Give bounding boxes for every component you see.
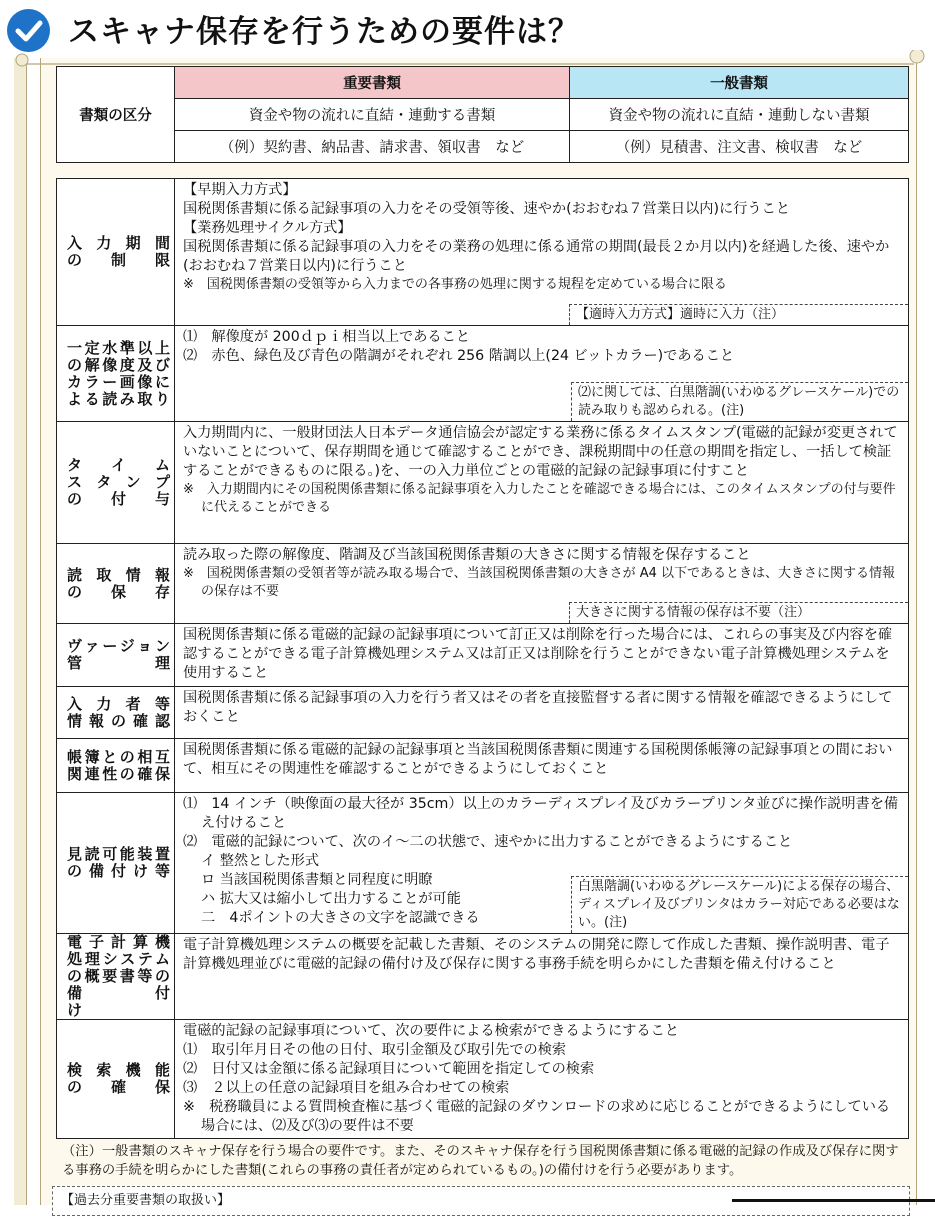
req-value-input-period: 【早期入力方式】 国税関係書類に係る記録事項の入力をその受領等後、速やか(おおむね７営業日以内)に行うこと 【業務処理サイクル方式】 国税関係書類に係る記録事項の入力をその業務の処理に係る通常の期間(最長２か月以内)を経過した後、速やか(おおむね７営業日以内)に行うこと ※ 国税関係書類の受領等から入力までの各事務の処理に関する規程を定めている場合に限る 【適時入力方式】適時に入力（注） [175,179,909,326]
category-label: 書類の区分 [57,67,175,163]
req-key-read-info: 読 取 情 報 の 保 存 [57,544,175,624]
requirements-table [56,178,909,1139]
req-value-inputter: 国税関係書類に係る記録事項の入力を行う者又はその者を直接監督する者に関する情報を確認できるようにしておくこと [175,687,909,739]
page-title: スキャナ保存を行うための要件は？ [68,14,580,50]
important-docs-example: （例）契約書、納品書、請求書、領収書 など [175,131,570,163]
req-value-timestamp: 入力期間内に、一般財団法人日本データ通信協会が認定する業務に係るタイムスタンプ(電磁的記録が変更されていないことについて、保存期間を通じて確認することができ、課税期間中の任意の期間を指定し、一括して検証することができるものに限る。)を、一の入力単位ごとの電磁的記録の記録事項に付すこと ※ 入力期間内にその国税関係書類に係る記録事項を入力したことを確認できる場合には、このタイムスタンプの付与要件に代えることができる [175,422,909,544]
req-value-resolution: ⑴ 解像度が 200ｄｐｉ相当以上であること ⑵ 赤色、緑色及び青色の階調がそれぞれ 256 階調以上(24 ビットカラー)であること ⑵に関しては、白黒階調(いわゆるグレースケール)での読み取りも認められる。(注) [175,326,909,422]
req-key-ledger: 帳簿との相互 関連性の確保 [57,739,175,793]
req-key-timestamp: タ イ ム ス タ ン プ の 付 与 [57,422,175,544]
important-docs-desc: 資金や物の流れに直結・連動する書類 [175,99,570,131]
display-color-note-box: 白黒階調(いわゆるグレースケール)による保存の場合、ディスプレイ及びプリンタはカラー対応である必要はない。(注) [571,876,908,933]
scroll-left-roll [14,58,27,1205]
req-key-inputter: 入 力 者 等 情報の確認 [57,687,175,739]
general-docs-example: （例）見積書、注文書、検収書 など [570,131,909,163]
document-category-table [56,66,909,163]
req-value-version: 国税関係書類に係る電磁的記録の記録事項について訂正又は削除を行った場合には、これらの事実及び内容を確認することができる電子計算機処理システム又は訂正又は削除を行うことができない電子計算機処理システムを使用すること [175,624,909,687]
check-circle-icon [7,9,50,52]
size-info-note-box: 大きさに関する情報の保存は不要（注） [569,602,908,623]
general-docs-header: 一般書類 [570,67,909,99]
req-key-input-period: 入 力 期 間 の 制 限 [57,179,175,326]
req-key-search: 検 索 機 能 の 確 保 [57,1020,175,1139]
general-docs-desc: 資金や物の流れに直結・連動しない書類 [570,99,909,131]
req-key-display-device: 見読可能装置 の 備 付 け 等 [57,793,175,934]
req-value-display-device: ⑴ 14 インチ（映像面の最大径が 35cm）以上のカラーディスプレイ及びカラープリンタ並びに操作説明書を備え付けること ⑵ 電磁的記録について、次のイ～二の状態で、速やかに出力することができるようにすること イ 整然とした形式 ロ 当該国税関係書類と同程度に明瞭 ハ 拡大又は縮小して出力することが可能 二 4ポイントの大きさの文字を認識できる 白黒階調(いわゆるグレースケール)による保存の場合、ディスプレイ及びプリンタはカラー対応である必要はない。(注) [175,793,909,934]
important-docs-header: 重要書類 [175,67,570,99]
req-value-system-docs: 電子計算機処理システムの概要を記載した書類、そのシステムの開発に際して作成した書類、操作説明書、電子計算機処理並びに電磁的記録の備付け及び保存に関する事務手続を明らかにした書類を備え付けること [175,934,909,1020]
req-key-system-docs: 電 子 計 算 機 処理システム の概要書等の 備 付 け [57,934,175,1020]
past-docs-label: 【過去分重要書類の取扱い】 [61,1193,231,1208]
footnote: （注）一般書類のスキャナ保存を行う場合の要件です。また、そのスキャナ保存を行う国税関係書類に係る電磁的記録の作成及び保存に関する事務の手続を明らかにした書類(これらの事務の責任者が定められているもの。)の備付けを行う必要があります。 [62,1144,899,1178]
grayscale-note-box: ⑵に関しては、白黒階調(いわゆるグレースケール)での読み取りも認められる。(注) [571,382,908,421]
timely-input-note-box: 【適時入力方式】適時に入力（注） [569,304,908,325]
req-key-resolution: 一定水準以上 の解像度及び カラー画像に よる読み取り [57,326,175,422]
req-value-read-info: 読み取った際の解像度、階調及び当該国税関係書類の大きさに関する情報を保存すること ※ 国税関係書類の受領者等が読み取る場合で、当該国税関係書類の大きさが A4 以下であるときは、大きさに関する情報の保存は不要 大きさに関する情報の保存は不要（注） [175,544,909,624]
req-key-version: ヴァージョン 管 理 [57,624,175,687]
divider [732,1199,935,1202]
page-header [0,0,935,56]
req-value-search: 電磁的記録の記録事項について、次の要件による検索ができるようにすること ⑴ 取引年月日その他の日付、取引金額及び取引先での検索 ⑵ 日付又は金額に係る記録項目について範囲を指定しての検索 ⑶ ２以上の任意の記録項目を組み合わせての検索 ※ 税務職員による質問検査権に基づく電磁的記録のダウンロードの求めに応じることができるようにしている場合には、⑵及び⑶の要件は不要 [175,1020,909,1139]
req-value-ledger: 国税関係書類に係る電磁的記録の記録事項と当該国税関係書類に関連する国税関係帳簿の記録事項との間において、相互にその関連性を確認することができるようにしておくこと [175,739,909,793]
